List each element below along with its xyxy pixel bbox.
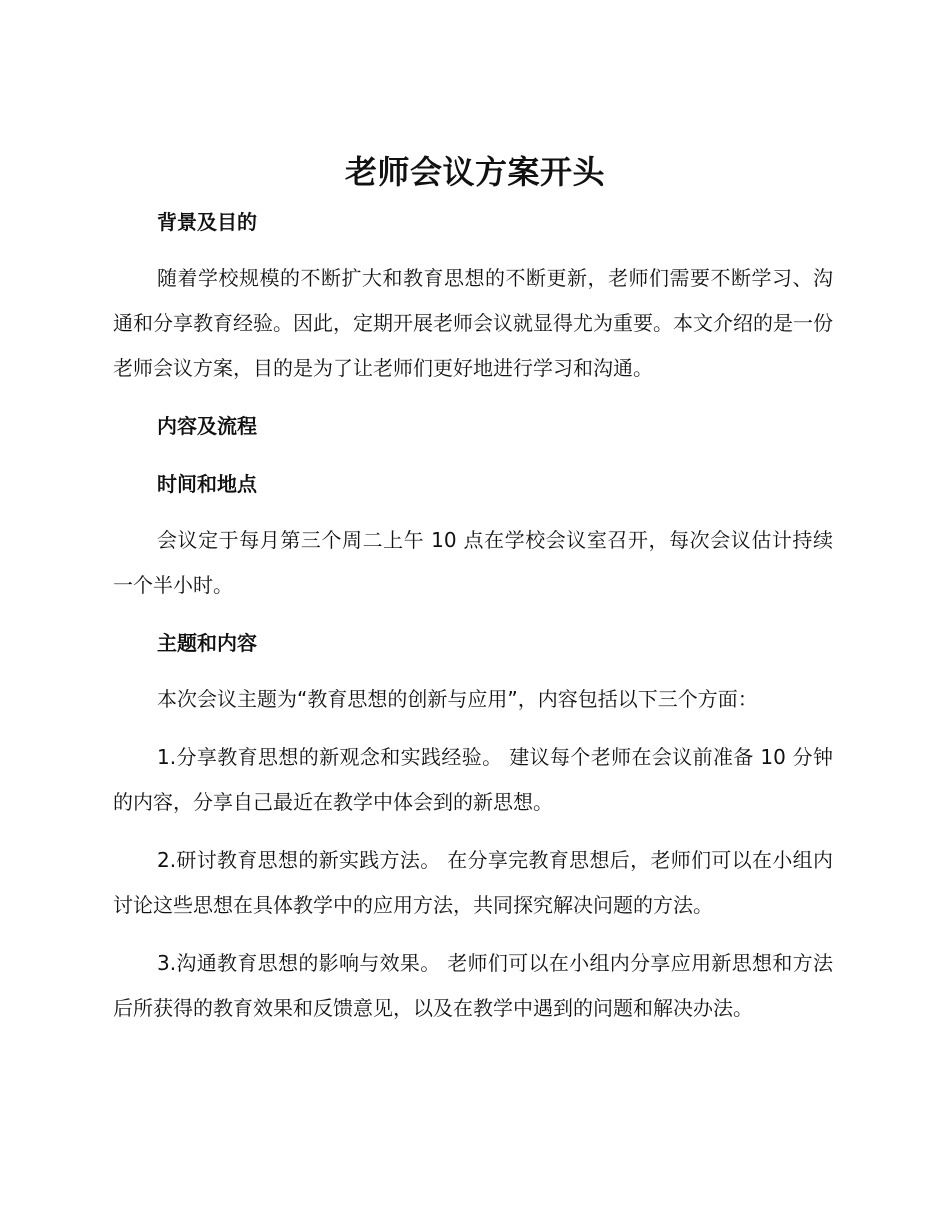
list-item-3: 3.沟通教育思想的影响与效果。 老师们可以在小组内分享应用新思想和方法后所获得的教育效果和反馈意见，以及在教学中遇到的问题和解决办法。 — [113, 951, 833, 1020]
paragraph-theme-intro: 本次会议主题为“教育思想的创新与应用”，内容包括以下三个方面： — [157, 687, 758, 711]
list-item-1: 1.分享教育思想的新观念和实践经验。 建议每个老师在会议前准备 10 分钟的内容，分享自己最近在教学中体会到的新思想。 — [113, 745, 833, 814]
paragraph-background: 随着学校规模的不断扩大和教育思想的不断更新，老师们需要不断学习、沟通和分享教育经验。因此，定期开展老师会议就显得尤为重要。本文介绍的是一份老师会议方案，目的是为了让老师们更好地进行学习和沟通。 — [113, 266, 833, 380]
document-title: 老师会议方案开头 — [344, 153, 605, 191]
heading-theme-content: 主题和内容 — [157, 631, 257, 655]
paragraph-time-place: 会议定于每月第三个周二上午 10 点在学校会议室召开，每次会议估计持续一个半小时。 — [113, 528, 833, 597]
heading-time-place: 时间和地点 — [157, 472, 257, 496]
heading-content-process: 内容及流程 — [157, 414, 257, 438]
list-item-2: 2.研讨教育思想的新实践方法。 在分享完教育思想后，老师们可以在小组内讨论这些思想在具体教学中的应用方法，共同探究解决问题的方法。 — [113, 848, 833, 917]
heading-background: 背景及目的 — [157, 210, 257, 234]
